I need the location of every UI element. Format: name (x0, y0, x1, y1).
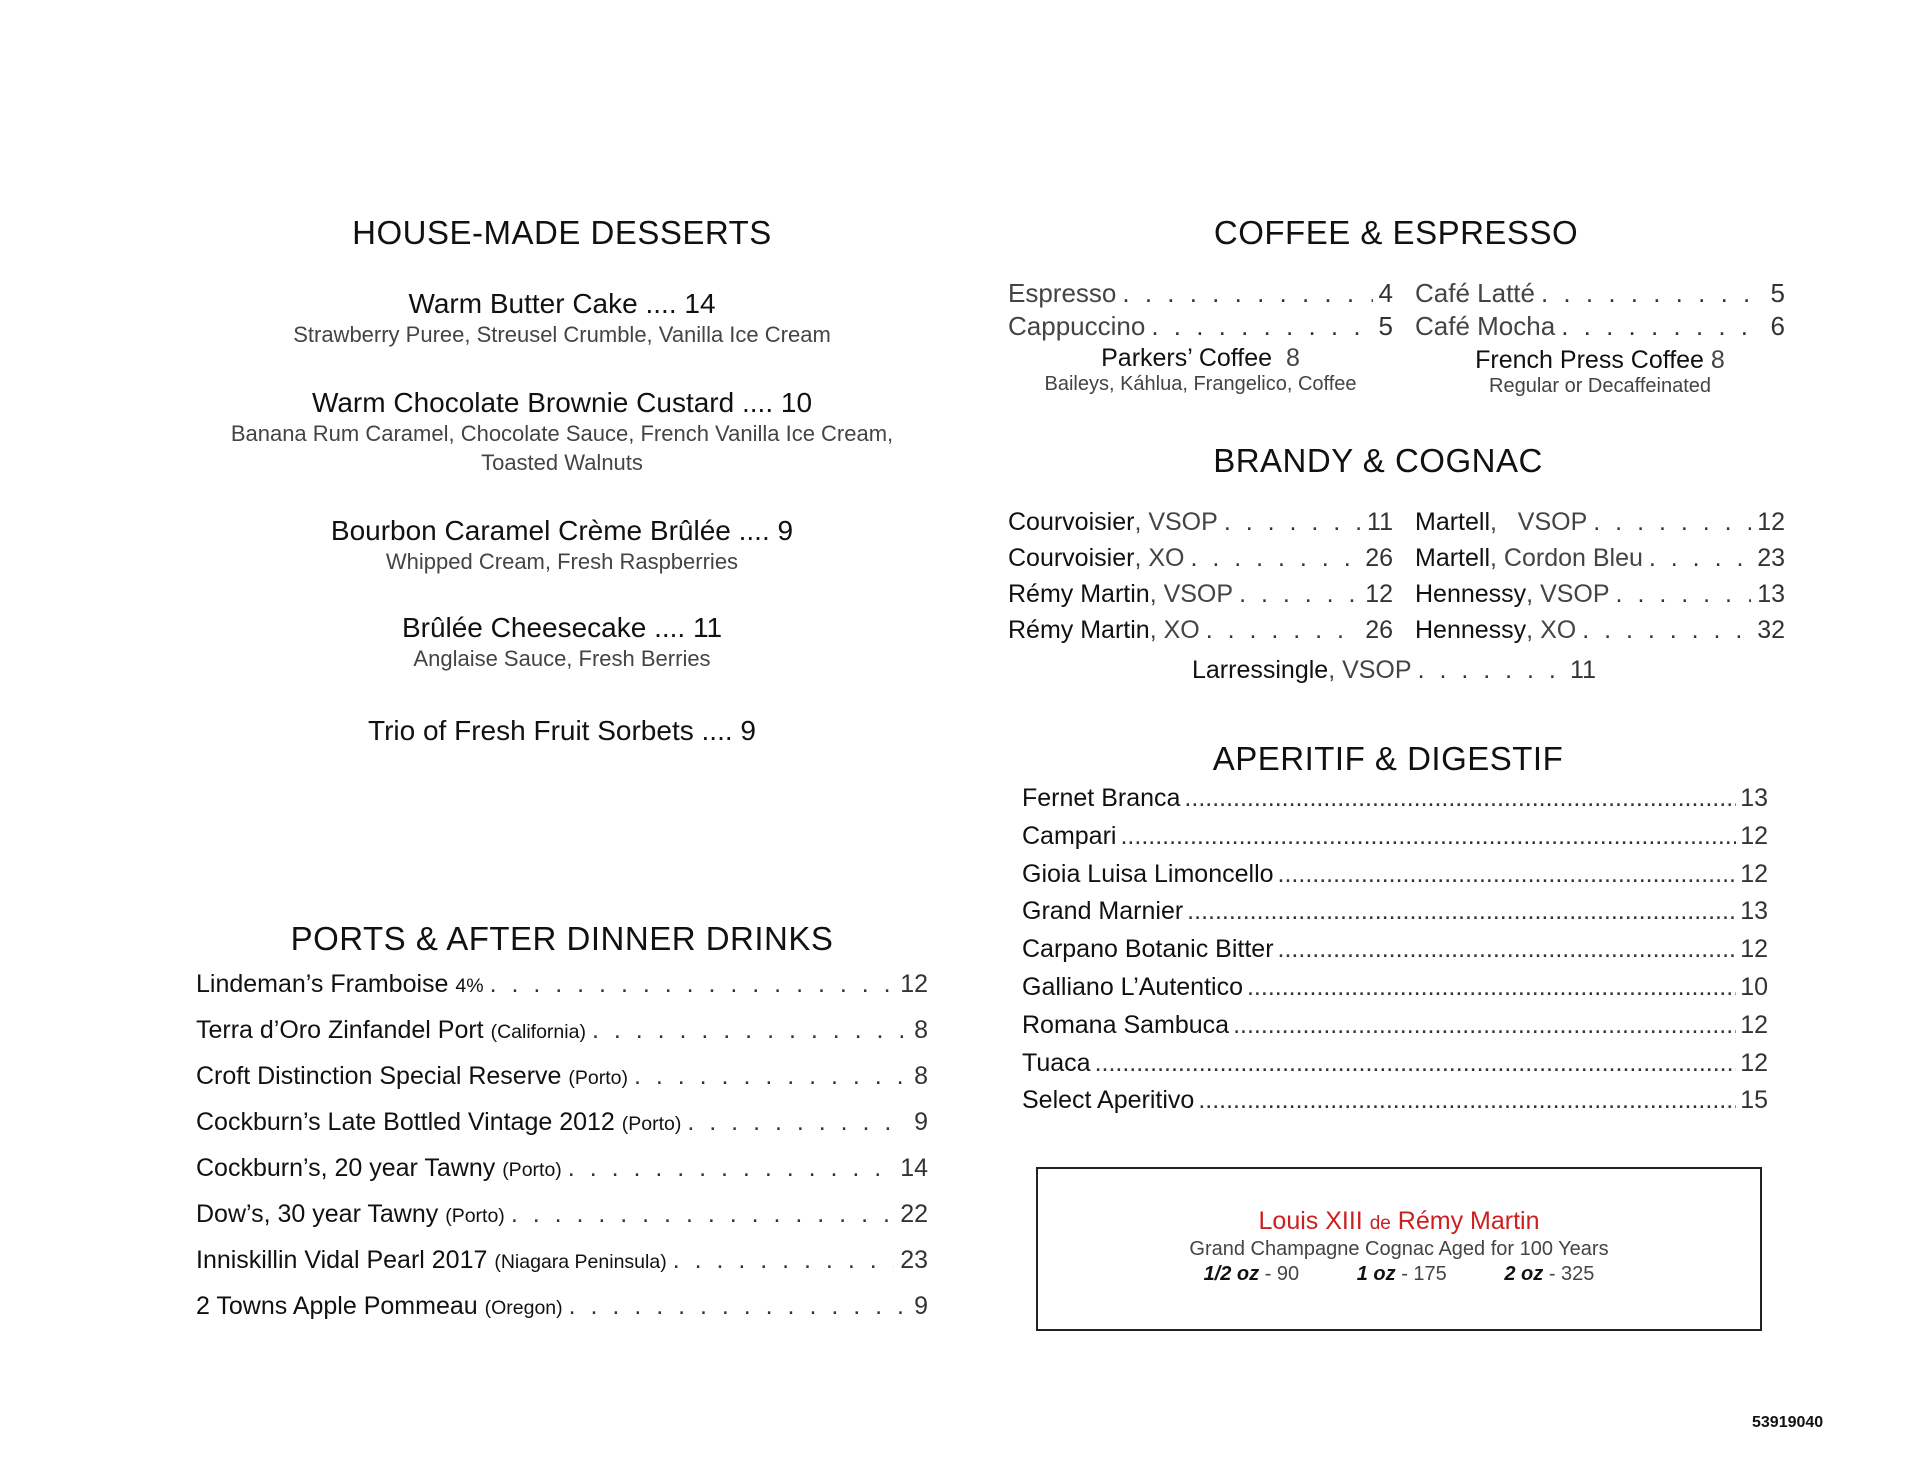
brandy-variant: , Cordon Bleu (1490, 544, 1643, 572)
special-coffee-name: Parkers’ Coffee (1101, 344, 1273, 372)
aperitif-row (1022, 897, 1768, 935)
dessert-item (196, 387, 928, 477)
feature-title-b: Rémy Martin (1397, 1207, 1540, 1235)
aperitif-name: Grand Marnier (1022, 897, 1184, 926)
port-price: 22 (900, 1200, 928, 1228)
dessert-name: Warm Chocolate Brownie Custard .... 10 (311, 387, 813, 418)
special-coffee (1415, 346, 1785, 398)
coffee-section (1008, 214, 1784, 398)
feature-box (1036, 1167, 1762, 1331)
feature-size-price: - 325 (1548, 1263, 1595, 1285)
dessert-item (196, 715, 928, 747)
leader-dots (673, 1246, 895, 1275)
port-price: 8 (914, 1062, 928, 1090)
brandy-variant: , VSOP (1490, 508, 1588, 536)
port-origin: 4% (455, 975, 484, 997)
brandy-variant: , XO (1149, 616, 1200, 644)
leader-dots (1278, 935, 1737, 964)
port-row (196, 1062, 928, 1108)
port-row (196, 1246, 928, 1292)
coffee-name: Café Latté (1415, 278, 1535, 308)
leader-dots (1233, 1011, 1736, 1040)
brandy-row (1008, 544, 1393, 580)
aperitif-section (1022, 740, 1768, 1124)
feature-size-price: - 175 (1401, 1263, 1447, 1285)
port-origin: (Oregon) (484, 1297, 563, 1319)
leader-dots (1120, 822, 1736, 851)
port-name: Cockburn’s Late Bottled Vintage 2012 (196, 1108, 615, 1136)
footer-code: 53919040 (1752, 1414, 1824, 1431)
port-name: Inniskillin Vidal Pearl 2017 (196, 1246, 488, 1274)
leader-dots (1206, 616, 1359, 645)
aperitif-price: 13 (1740, 784, 1768, 812)
port-name: Cockburn’s, 20 year Tawny (196, 1154, 496, 1182)
leader-dots (1122, 278, 1372, 309)
brandy-name: Rémy Martin (1008, 580, 1150, 608)
port-row (196, 1108, 928, 1154)
coffee-price: 6 (1770, 311, 1785, 341)
brandy-variant: , VSOP (1328, 656, 1412, 684)
port-price: 12 (900, 970, 928, 998)
brandy-price: 13 (1757, 580, 1785, 608)
port-row (196, 1154, 928, 1200)
aperitif-name: Carpano Botanic Bitter (1022, 935, 1274, 964)
coffee-row (1008, 311, 1393, 344)
aperitif-row (1022, 973, 1768, 1011)
aperitif-heading: APERITIF & DIGESTIF (1212, 740, 1564, 777)
port-price: 8 (914, 1016, 928, 1044)
leader-dots (568, 1154, 894, 1183)
brandy-price: 12 (1365, 580, 1393, 608)
coffee-price: 5 (1378, 311, 1393, 341)
feature-size (1357, 1263, 1447, 1285)
port-origin: (Porto) (621, 1113, 682, 1135)
coffee-name: Cappuccino (1008, 311, 1146, 341)
brandy-price: 11 (1570, 656, 1596, 684)
brandy-variant: , XO (1526, 616, 1577, 644)
port-price: 9 (914, 1108, 928, 1136)
leader-dots (1198, 1086, 1736, 1115)
leader-dots (1561, 311, 1764, 342)
special-coffee-name: French Press Coffee (1475, 346, 1704, 374)
aperitif-row (1022, 784, 1768, 822)
dessert-desc: Toasted Walnuts (481, 450, 643, 475)
brandy-row (1192, 656, 1596, 685)
dessert-name: Brûlée Cheesecake .... 11 (401, 612, 723, 643)
feature-size-amount: 2 oz (1504, 1263, 1544, 1285)
brandy-name: Hennessy (1415, 580, 1527, 608)
aperitif-row (1022, 1049, 1768, 1087)
port-name: Dow’s, 30 year Tawny (196, 1200, 439, 1228)
coffee-list (1008, 278, 1784, 398)
dessert-name: Warm Butter Cake .... 14 (408, 288, 716, 319)
dessert-desc: Anglaise Sauce, Fresh Berries (413, 646, 711, 671)
coffee-price: 4 (1378, 278, 1393, 308)
leader-dots (1239, 580, 1359, 609)
aperitif-price: 13 (1740, 897, 1768, 926)
leader-dots (1190, 544, 1359, 573)
coffee-name: Espresso (1008, 278, 1117, 308)
aperitif-price: 15 (1740, 1086, 1768, 1115)
aperitif-price: 12 (1740, 935, 1768, 964)
leader-dots (592, 1016, 908, 1045)
special-coffee-price: 8 (1710, 346, 1725, 374)
aperitif-row (1022, 935, 1768, 973)
dessert-desc: Strawberry Puree, Streusel Crumble, Vanilla Ice Cream (293, 322, 831, 347)
aperitif-price: 10 (1740, 972, 1768, 1001)
aperitif-name: Galliano L’Autentico (1022, 972, 1243, 1001)
leader-dots (1187, 897, 1736, 926)
special-coffee-desc: Baileys, Káhlua, Frangelico, Coffee (1044, 373, 1357, 395)
port-origin: (Niagara Peninsula) (494, 1251, 667, 1273)
dessert-item (196, 612, 928, 673)
feature-size-amount: 1/2 oz (1203, 1263, 1260, 1285)
brandy-list (1008, 508, 1784, 652)
special-coffee-title (1008, 344, 1393, 373)
port-price: 14 (900, 1154, 928, 1182)
leader-dots (1541, 278, 1765, 309)
brandy-name: Martell (1415, 508, 1491, 536)
aperitif-price: 12 (1740, 1010, 1768, 1039)
aperitif-name: Campari (1022, 821, 1117, 850)
port-origin: (Porto) (502, 1159, 562, 1181)
dessert-item (196, 288, 928, 349)
coffee-price: 5 (1770, 278, 1785, 308)
brandy-name: Rémy Martin (1008, 616, 1150, 644)
port-origin: (California) (490, 1021, 586, 1043)
leader-dots (1593, 508, 1751, 537)
brandy-price: 11 (1367, 508, 1393, 536)
brandy-name: Courvoisier (1008, 544, 1135, 572)
leader-dots (1095, 1049, 1737, 1078)
dessert-name: Trio of Fresh Fruit Sorbets .... 9 (368, 715, 756, 746)
brandy-section (1008, 442, 1784, 685)
leader-dots (490, 970, 895, 999)
special-coffee-price: 8 (1285, 344, 1300, 372)
brandy-variant: , VSOP (1134, 508, 1218, 536)
coffee-row (1008, 278, 1393, 311)
port-row (196, 1016, 928, 1062)
leader-dots (1649, 544, 1751, 573)
feature-size-price: - 90 (1264, 1263, 1300, 1285)
feature-title-de: de (1369, 1213, 1391, 1234)
port-origin: (Porto) (568, 1067, 628, 1089)
aperitif-row (1022, 822, 1768, 860)
leader-dots (1616, 580, 1752, 609)
brandy-row (1415, 580, 1785, 616)
brandy-row (1415, 616, 1785, 652)
feature-title (1038, 1207, 1760, 1236)
port-price: 9 (914, 1292, 928, 1320)
brandy-name: Hennessy (1415, 616, 1527, 644)
brandy-row (1008, 616, 1393, 652)
port-row (196, 1292, 928, 1338)
leader-dots (1247, 973, 1736, 1002)
aperitif-name: Fernet Branca (1022, 784, 1181, 812)
feature-title-a: Louis XIII (1258, 1207, 1363, 1235)
leader-dots (1582, 616, 1751, 645)
aperitif-name: Gioia Luisa Limoncello (1022, 859, 1274, 888)
port-row (196, 1200, 928, 1246)
brandy-heading: BRANDY & COGNAC (1213, 442, 1543, 479)
aperitif-row (1022, 1086, 1768, 1124)
brandy-price: 26 (1365, 616, 1393, 644)
brandy-variant: , VSOP (1526, 580, 1610, 608)
dessert-desc: Banana Rum Caramel, Chocolate Sauce, French Vanilla Ice Cream, (230, 421, 894, 446)
leader-dots (1184, 784, 1736, 813)
aperitif-name: Tuaca (1022, 1048, 1091, 1077)
port-name: Lindeman’s Framboise (196, 970, 449, 998)
brandy-name: Larressingle (1192, 656, 1329, 684)
leader-dots (1418, 656, 1564, 685)
dessert-item (196, 515, 928, 576)
port-row (196, 970, 928, 1016)
aperitif-name: Romana Sambuca (1022, 1010, 1230, 1039)
coffee-name: Café Mocha (1415, 311, 1556, 341)
aperitif-price: 12 (1740, 821, 1768, 850)
brandy-variant: , XO (1134, 544, 1185, 572)
leader-dots (511, 1200, 894, 1229)
brandy-price: 32 (1757, 616, 1785, 644)
ports-heading: PORTS & AFTER DINNER DRINKS (290, 920, 834, 957)
feature-desc: Grand Champagne Cognac Aged for 100 Years (1189, 1238, 1609, 1260)
brandy-price: 23 (1757, 544, 1785, 572)
leader-dots (687, 1108, 908, 1137)
leader-dots (1278, 860, 1737, 889)
brandy-price: 12 (1757, 508, 1785, 536)
leader-dots (634, 1062, 908, 1091)
brandy-price: 26 (1365, 544, 1393, 572)
brandy-row (1415, 508, 1785, 544)
dessert-name: Bourbon Caramel Crème Brûlée .... 9 (330, 515, 794, 546)
aperitif-price: 12 (1740, 859, 1768, 888)
special-coffee (1008, 344, 1393, 398)
feature-size-amount: 1 oz (1356, 1263, 1396, 1285)
coffee-row (1415, 311, 1785, 344)
leader-dots (569, 1292, 908, 1321)
feature-size (1504, 1263, 1594, 1285)
coffee-row (1415, 278, 1785, 311)
aperitif-row (1022, 1011, 1768, 1049)
desserts-heading: HOUSE-MADE DESSERTS (352, 214, 772, 251)
brandy-name: Martell (1415, 544, 1491, 572)
port-name: Croft Distinction Special Reserve (196, 1062, 562, 1090)
brandy-row (1008, 580, 1393, 616)
leader-dots (1151, 311, 1372, 342)
feature-sizes (1038, 1263, 1760, 1286)
port-origin: (Porto) (445, 1205, 505, 1227)
feature-size (1204, 1263, 1300, 1285)
port-name: Terra d’Oro Zinfandel Port (196, 1016, 484, 1044)
brandy-variant: , VSOP (1149, 580, 1234, 608)
brandy-row (1415, 544, 1785, 580)
special-coffee-desc: Regular or Decaffeinated (1489, 375, 1711, 397)
dessert-desc: Whipped Cream, Fresh Raspberries (385, 549, 739, 574)
port-price: 23 (900, 1246, 928, 1274)
aperitif-row (1022, 860, 1768, 898)
coffee-heading: COFFEE & ESPRESSO (1213, 214, 1579, 251)
aperitif-price: 12 (1740, 1048, 1768, 1077)
special-coffee-title (1415, 346, 1785, 375)
port-name: 2 Towns Apple Pommeau (196, 1292, 478, 1320)
desserts-section (196, 214, 928, 747)
aperitif-name: Select Aperitivo (1022, 1086, 1195, 1115)
leader-dots (1224, 508, 1361, 537)
ports-section (196, 920, 928, 1338)
brandy-row (1008, 508, 1393, 544)
brandy-name: Courvoisier (1008, 508, 1135, 536)
